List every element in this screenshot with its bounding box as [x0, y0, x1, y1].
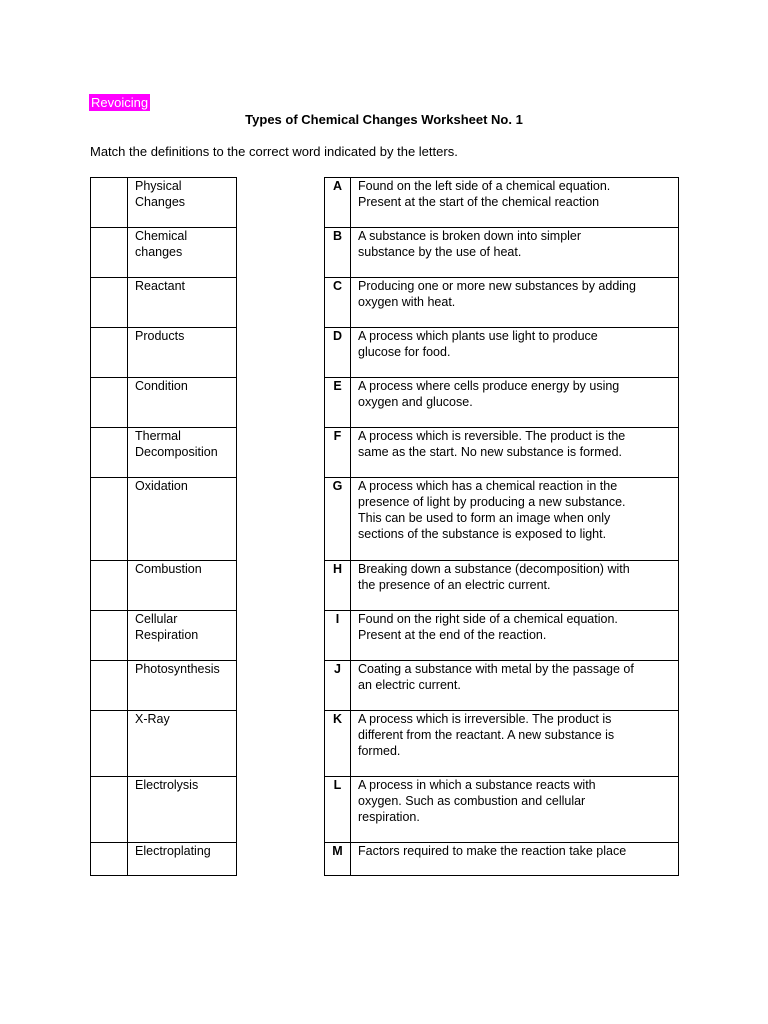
definition-letter [325, 478, 351, 561]
term-cell [128, 561, 237, 611]
letter-text: J [334, 662, 341, 676]
letter-text: D [332, 329, 343, 343]
definition-row [325, 228, 679, 278]
answer-box[interactable] [91, 228, 128, 278]
term-text: Cellular Respiration [135, 612, 199, 642]
term-cell [128, 661, 237, 711]
term-row [91, 228, 237, 278]
term-text: Condition [135, 379, 188, 393]
term-row [91, 611, 237, 661]
definition-text: A process which is reversible. The product is the same as the start. No new substance is formed. [358, 429, 626, 459]
definition-text: Breaking down a substance (decomposition) with the presence of an electric current. [358, 562, 630, 592]
answer-box[interactable] [91, 328, 128, 378]
term-text: Electrolysis [135, 778, 199, 792]
term-row [91, 661, 237, 711]
term-row [91, 561, 237, 611]
worksheet-title: Types of Chemical Changes Worksheet No. 1 [245, 112, 523, 127]
definition-letter [325, 428, 351, 478]
definition-cell [351, 478, 679, 561]
definition-cell [351, 711, 679, 777]
answer-box[interactable] [91, 561, 128, 611]
answer-box[interactable] [91, 478, 128, 561]
letter-text: E [333, 379, 342, 393]
definition-letter [325, 611, 351, 661]
definition-text: Found on the right side of a chemical equation. Present at the end of the reaction. [358, 612, 618, 642]
term-row [91, 478, 237, 561]
definition-letter [325, 178, 351, 228]
highlight-badge: Revoicing [91, 95, 149, 110]
definition-text: A process in which a substance reacts with oxygen. Such as combustion and cellular respiration. [358, 778, 596, 824]
term-text: Reactant [135, 279, 186, 293]
definition-row [325, 711, 679, 777]
definition-cell [351, 843, 679, 876]
letter-text: H [332, 562, 343, 576]
term-row [91, 777, 237, 843]
definition-cell [351, 378, 679, 428]
definition-text: A substance is broken down into simpler substance by the use of heat. [358, 229, 582, 259]
letter-text: L [333, 778, 342, 792]
letter-text: B [332, 229, 343, 243]
definition-letter [325, 843, 351, 876]
term-row [91, 711, 237, 777]
definition-text: A process which is irreversible. The product is different from the reactant. A new substance is formed. [358, 712, 615, 758]
definition-cell [351, 228, 679, 278]
definition-row [325, 843, 679, 876]
definition-text: Factors required to make the reaction take place [358, 844, 627, 858]
term-text: Combustion [135, 562, 202, 576]
term-text: Products [135, 329, 185, 343]
letter-text: G [332, 479, 343, 493]
definition-letter [325, 661, 351, 711]
term-cell [128, 428, 237, 478]
definition-row [325, 378, 679, 428]
answer-box[interactable] [91, 378, 128, 428]
term-text: Thermal Decomposition [135, 429, 218, 459]
definition-letter [325, 378, 351, 428]
answer-box[interactable] [91, 428, 128, 478]
letter-text: A [332, 179, 343, 193]
definition-text: A process where cells produce energy by using oxygen and glucose. [358, 379, 620, 409]
definition-letter [325, 777, 351, 843]
definition-cell [351, 328, 679, 378]
answer-box[interactable] [91, 777, 128, 843]
definition-text: A process which has a chemical reaction in the presence of light by producing a new substance. This can be used to form an image when only sections of the substance is exposed to light. [358, 479, 626, 541]
term-row [91, 328, 237, 378]
definition-cell [351, 661, 679, 711]
term-text: Electroplating [135, 844, 211, 858]
definition-row [325, 178, 679, 228]
answer-box[interactable] [91, 843, 128, 876]
definition-letter [325, 328, 351, 378]
term-cell [128, 178, 237, 228]
definition-row [325, 428, 679, 478]
letter-text: I [335, 612, 340, 626]
term-row [91, 378, 237, 428]
definition-text: Producing one or more new substances by adding oxygen with heat. [358, 279, 636, 309]
definition-row [325, 278, 679, 328]
definition-letter [325, 711, 351, 777]
answer-box[interactable] [91, 661, 128, 711]
letter-text: F [333, 429, 342, 443]
term-text: Chemical changes [135, 229, 188, 259]
term-text: Physical Changes [135, 179, 186, 209]
letter-text: C [332, 279, 343, 293]
term-cell [128, 711, 237, 777]
term-text: X-Ray [135, 712, 170, 726]
definition-text: Found on the left side of a chemical equation. Present at the start of the chemical reaction [358, 179, 611, 209]
definition-row [325, 611, 679, 661]
definition-cell [351, 428, 679, 478]
term-cell [128, 328, 237, 378]
definition-cell [351, 178, 679, 228]
terms-table [90, 177, 237, 876]
answer-box[interactable] [91, 278, 128, 328]
answer-box[interactable] [91, 611, 128, 661]
definition-cell [351, 278, 679, 328]
definition-letter [325, 561, 351, 611]
term-text: Photosynthesis [135, 662, 220, 676]
answer-box[interactable] [91, 178, 128, 228]
term-row [91, 278, 237, 328]
definition-cell [351, 611, 679, 661]
definitions-table [324, 177, 679, 876]
term-cell [128, 228, 237, 278]
term-cell [128, 611, 237, 661]
term-row [91, 178, 237, 228]
term-cell [128, 378, 237, 428]
definition-text: A process which plants use light to produce glucose for food. [358, 329, 598, 359]
term-text: Oxidation [135, 479, 188, 493]
definition-row [325, 478, 679, 561]
definition-cell [351, 561, 679, 611]
instructions-text: Match the definitions to the correct word indicated by the letters. [90, 144, 458, 159]
term-row [91, 843, 237, 876]
definition-letter [325, 278, 351, 328]
letter-text: M [332, 844, 343, 858]
definition-text: Coating a substance with metal by the passage of an electric current. [358, 662, 634, 692]
answer-box[interactable] [91, 711, 128, 777]
definition-row [325, 661, 679, 711]
term-cell [128, 777, 237, 843]
term-cell [128, 843, 237, 876]
definition-cell [351, 777, 679, 843]
term-cell [128, 278, 237, 328]
definition-row [325, 561, 679, 611]
definition-row [325, 328, 679, 378]
term-cell [128, 478, 237, 561]
term-row [91, 428, 237, 478]
letter-text: K [332, 712, 343, 726]
definition-row [325, 777, 679, 843]
definition-letter [325, 228, 351, 278]
